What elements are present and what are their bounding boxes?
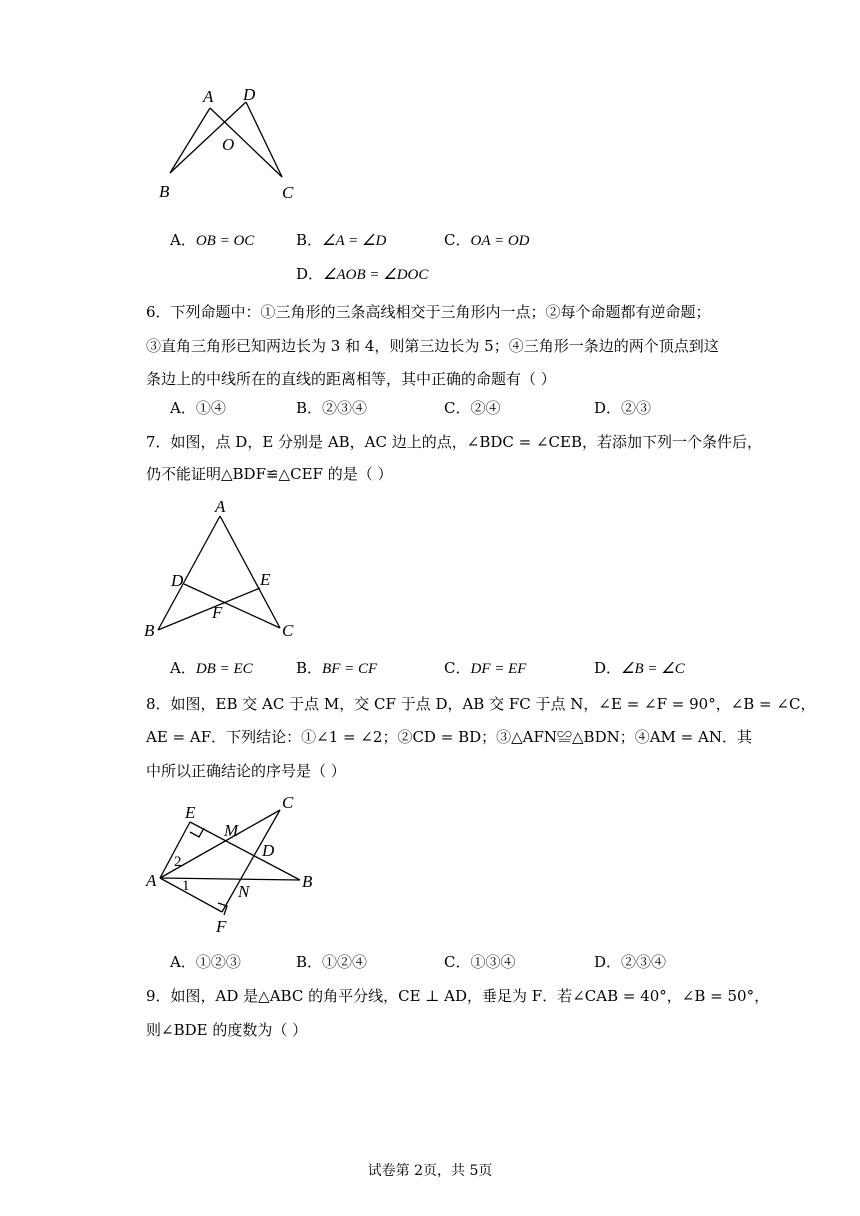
label-C: C bbox=[282, 183, 294, 202]
label-D: D bbox=[243, 85, 256, 104]
figure-q5 bbox=[150, 80, 310, 210]
q6-option-d: D．②③ bbox=[594, 399, 652, 417]
q5-option-a: A．OB = OC bbox=[170, 231, 255, 249]
q6-option-a: A．①④ bbox=[170, 399, 226, 417]
q7-label-E: E bbox=[260, 570, 271, 589]
q5-option-b: B．∠A = ∠D bbox=[296, 231, 387, 249]
q5-option-d: D．∠AOB = ∠DOC bbox=[296, 265, 429, 283]
figure-q8 bbox=[140, 790, 330, 940]
q8-option-d: D．②③④ bbox=[594, 953, 667, 971]
q7-label-F: F bbox=[212, 603, 223, 622]
q8-label-1: 1 bbox=[182, 878, 190, 894]
q8-label-C: C bbox=[282, 793, 294, 812]
q8-label-D: D bbox=[262, 841, 275, 860]
q7-option-b: B．BF = CF bbox=[296, 659, 378, 677]
q8-label-2: 2 bbox=[174, 854, 182, 870]
q9-line-1: 9．如图，AD 是△ABC 的角平分线，CE ⊥ AD，垂足为 F．若∠CAB = 40°，∠B = 50°， bbox=[146, 987, 770, 1005]
q6-line-2: ③直角三角形已知两边长为 3 和 4，则第三边长为 5；④三角形一条边的两个顶点到这 bbox=[146, 337, 719, 355]
q8-line-2: AE = AF．下列结论：①∠1 = ∠2；②CD = BD；③△AFN≌△BDN；④AM = AN．其 bbox=[146, 728, 752, 746]
q6-option-b: B．②③④ bbox=[296, 399, 368, 417]
q7-line-2: 仍不能证明△BDF≌△CEF 的是（ ） bbox=[146, 465, 393, 483]
q8-option-a: A．①②③ bbox=[170, 953, 241, 971]
q9-line-2: 则∠BDE 的度数为（ ） bbox=[146, 1021, 308, 1039]
q8-line-3: 中所以正确结论的序号是（ ） bbox=[146, 762, 346, 780]
q7-option-a: A．DB = EC bbox=[170, 659, 253, 677]
q8-label-B: B bbox=[302, 872, 313, 891]
page-footer: 试卷第 2页，共 5页 bbox=[367, 1163, 493, 1179]
q7-label-C: C bbox=[282, 621, 294, 640]
label-A: A bbox=[203, 87, 214, 106]
q6-line-3: 条边上的中线所在的直线的距离相等，其中正确的命题有（ ） bbox=[146, 370, 556, 388]
label-O: O bbox=[222, 135, 235, 154]
q7-label-A: A bbox=[215, 500, 226, 516]
q6-option-c: C．②④ bbox=[444, 399, 501, 417]
q8-option-b: B．①②④ bbox=[296, 953, 368, 971]
q5-option-c: C．OA = OD bbox=[444, 231, 530, 249]
q8-option-c: C．①③④ bbox=[444, 953, 516, 971]
q7-label-D: D bbox=[171, 571, 184, 590]
q8-label-E: E bbox=[185, 803, 196, 822]
q8-label-M: M bbox=[224, 821, 239, 840]
q7-label-B: B bbox=[144, 621, 155, 640]
q7-option-c: C．DF = EF bbox=[444, 659, 527, 677]
q6-line-1: 6．下列命题中：①三角形的三条高线相交于三角形内一点；②每个命题都有逆命题； bbox=[146, 303, 711, 321]
q8-label-F: F bbox=[216, 917, 227, 936]
label-B: B bbox=[159, 182, 170, 201]
q7-line-1: 7．如图，点 D，E 分别是 AB，AC 边上的点，∠BDC = ∠CEB，若添加下列一个条件后， bbox=[146, 433, 762, 451]
q7-option-d: D．∠B = ∠C bbox=[594, 659, 685, 677]
figure-q7 bbox=[140, 500, 310, 640]
q8-label-N: N bbox=[238, 882, 250, 901]
q8-label-A: A bbox=[146, 871, 157, 890]
q8-line-1: 8．如图，EB 交 AC 于点 M，交 CF 于点 D，AB 交 FC 于点 N，∠E = ∠F = 90°，∠B = ∠C， bbox=[146, 695, 816, 713]
